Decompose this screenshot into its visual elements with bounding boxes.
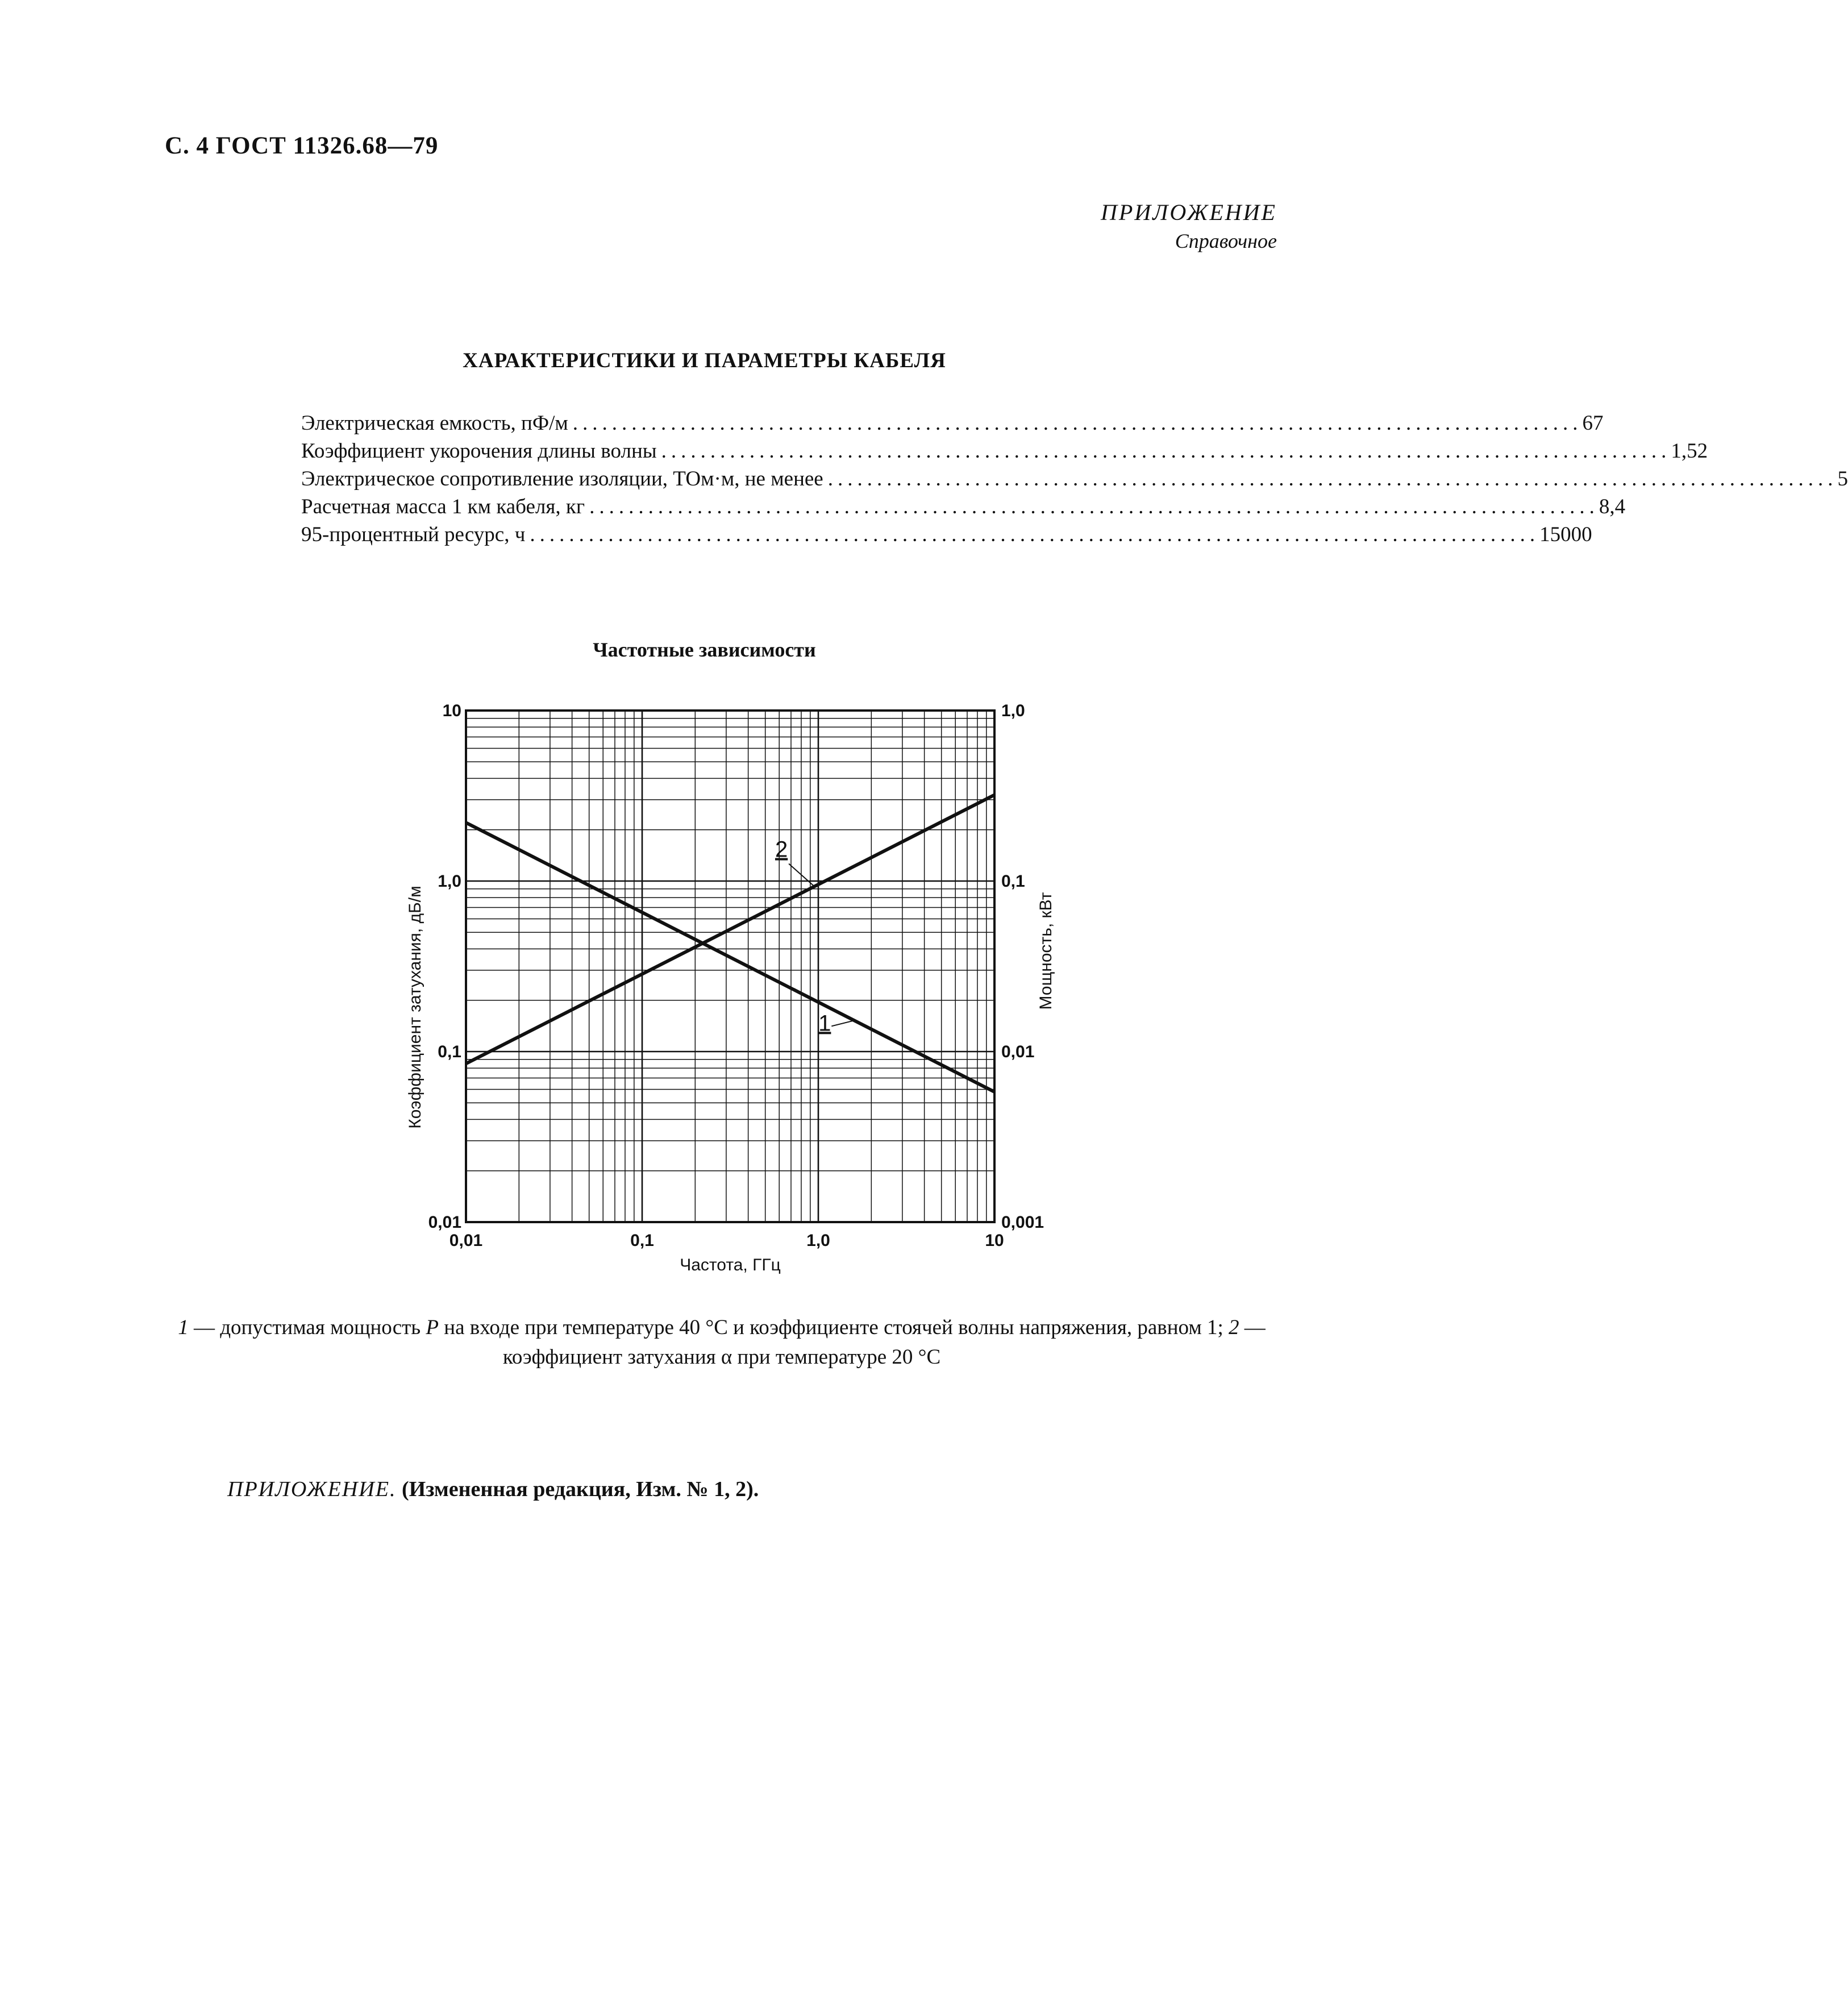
y-right-tick-label: 0,001: [1001, 1213, 1044, 1232]
frequency-chart: [0, 682, 1409, 1296]
param-value: 5: [1837, 467, 1848, 491]
plot-frame: [466, 711, 994, 1222]
x-tick-label: 1,0: [806, 1231, 830, 1250]
caption-text-1: — допустимая мощность: [188, 1316, 426, 1339]
param-label: Электрическая емкость, пФ/м: [301, 412, 568, 435]
y-left-tick-label: 1,0: [438, 872, 461, 891]
y-right-tick-label: 0,01: [1001, 1042, 1035, 1061]
y-right-tick-label: 1,0: [1001, 701, 1025, 720]
appendix-subtitle: Справочное: [1175, 230, 1277, 252]
param-label: Электрическое сопротивление изоляции, ТОм·м, не менее: [301, 467, 823, 491]
param-label: Коэффициент укорочения длины волны: [301, 439, 657, 463]
x-axis-label: Частота, ГГц: [680, 1256, 781, 1274]
x-tick-label: 10: [985, 1231, 1004, 1250]
chart-grid: [466, 711, 994, 1222]
chart-ticks: [428, 701, 1044, 1250]
chart-series: [466, 795, 994, 1092]
parameters-list: [301, 409, 1848, 549]
footnote-amendment: (Измененная редакция, Изм. № 1, 2).: [396, 1477, 759, 1501]
y-axis-left-label: Коэффициент затухания, дБ/м: [406, 886, 424, 1129]
chart-title: Частотные зависимости: [593, 638, 816, 661]
param-row: [301, 437, 1708, 465]
y-left-tick-label: 10: [442, 701, 461, 720]
section-title: ХАРАКТЕРИСТИКИ И ПАРАМЕТРЫ КАБЕЛЯ: [463, 349, 946, 372]
caption-number-2: 2: [1229, 1316, 1239, 1339]
caption-text-2: на входе при температуре 40 °С и коэффициенте стоячей волны напряжения, равном 1;: [439, 1316, 1229, 1339]
x-tick-label: 0,01: [449, 1231, 483, 1250]
series-line-2: [466, 795, 994, 1064]
dot-leader: .......................................................................................................: [661, 439, 1671, 463]
footnote: [227, 1477, 759, 1502]
param-value: 1,52: [1671, 439, 1708, 463]
footnote-appendix: ПРИЛОЖЕНИЕ.: [227, 1477, 397, 1501]
param-row: [301, 465, 1848, 493]
appendix-label: [1101, 199, 1277, 253]
param-value: 15000: [1539, 523, 1592, 546]
y-axis-right-label: Мощность, кВт: [1037, 892, 1055, 1010]
dot-leader: .......................................................................................................: [827, 467, 1838, 491]
param-label: 95-процентный ресурс, ч: [301, 523, 526, 546]
param-row: [301, 521, 1592, 549]
y-left-tick-label: 0,01: [428, 1213, 461, 1232]
param-value: 67: [1582, 412, 1604, 435]
param-label: Расчетная масса 1 км кабеля, кг: [301, 495, 585, 518]
param-row: [301, 493, 1626, 521]
series-label-2: 2: [775, 837, 788, 862]
param-value: 8,4: [1599, 495, 1626, 518]
dot-leader: .......................................................................................................: [572, 412, 1583, 435]
series-label-leader: [831, 1020, 854, 1026]
param-row: [301, 409, 1604, 437]
dot-leader: .......................................................................................................: [530, 523, 1540, 546]
dot-leader: .......................................................................................................: [589, 495, 1599, 518]
x-tick-label: 0,1: [630, 1231, 654, 1250]
y-right-tick-label: 0,1: [1001, 872, 1025, 891]
series-label-1: 1: [818, 1011, 831, 1036]
figure-caption: [159, 1313, 1284, 1372]
caption-text-3: — коэффициент затухания α при температуре 20 °С: [502, 1316, 1266, 1369]
y-left-tick-label: 0,1: [438, 1042, 461, 1061]
page-header: С. 4 ГОСТ 11326.68—79: [165, 132, 439, 159]
appendix-title: ПРИЛОЖЕНИЕ: [1101, 200, 1277, 225]
caption-symbol-p: P: [426, 1316, 439, 1339]
caption-number-1: 1: [178, 1316, 189, 1339]
